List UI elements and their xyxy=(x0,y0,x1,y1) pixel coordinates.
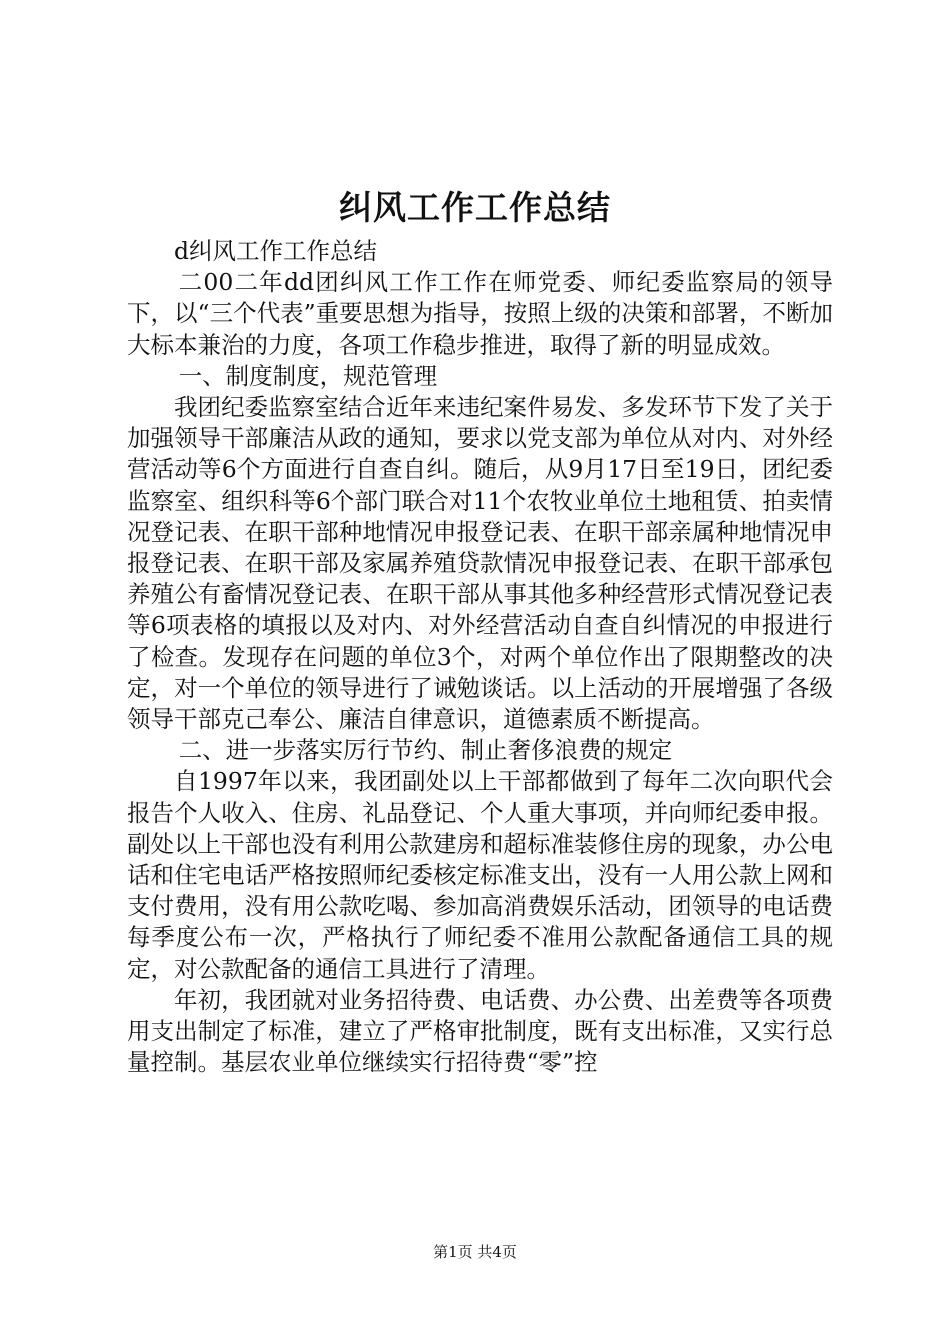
paragraph-intro: 二00二年dd团纠风工作工作在师党委、师纪委监察局的领导下，以“三个代表”重要思想为指导，按照上级的决策和部署，不断加大标本兼治的力度，各项工作稳步推进，取得了新的明显成效。 xyxy=(127,268,833,359)
paragraph-section-1: 我团纪委监察室结合近年来违纪案件易发、多发环节下发了关于加强领导干部廉洁从政的通知，要求以党支部为单位从对内、对外经营活动等6个方面进行自查自纠。随后，从9月17日至19日，团纪委监察室、组织科等6个部门联合对11个农牧业单位土地租赁、拍卖情况登记表、在职干部种地情况申报登记表、在职干部亲属种地情况申报登记表、在职干部及家属养殖贷款情况申报登记表、在职干部承包养殖公有畜情况登记表、在职干部从事其他多种经营形式情况登记表等6项表格的填报以及对内、对外经营活动自查自纠情况的申报进行了检查。发现存在问题的单位3个，对两个单位作出了限期整改的决定，对一个单位的领导进行了诫勉谈话。以上活动的开展增强了各级领导干部克己奉公、廉洁自律意识，道德素质不断提高。 xyxy=(127,393,833,734)
paragraph-heading-line: d纠风工作工作总结 xyxy=(174,237,378,265)
section-heading-1: 一、制度制度，规范管理 xyxy=(178,361,438,390)
page-footer: 第1页 共4页 xyxy=(433,1243,517,1261)
paragraph-section-2b: 年初，我团就对业务招待费、电话费、办公费、出差费等各项费用支出制定了标准，建立了严格审批制度，既有支出标准，又实行总量控制。基层农业单位继续实行招待费“零”控 xyxy=(127,985,833,1077)
paragraph-section-2a: 自1997年以来，我团副处以上干部都做到了每年二次向职代会报告个人收入、住房、礼品登记、个人重大事项，并向师纪委申报。副处以上干部也没有利用公款建房和超标准装修住房的现象，办公电话和住宅电话严格按照师纪委核定标准支出，没有一人用公款上网和支付费用，没有用公款吃喝、参加高消费娱乐活动，团领导的电话费每季度公布一次，严格执行了师纪委不准用公款配备通信工具的规定，对公款配备的通信工具进行了清理。 xyxy=(127,767,833,983)
document-title: 纠风工作工作总结 xyxy=(339,188,611,227)
document-body xyxy=(127,236,833,1078)
section-heading-2: 二、进一步落实厉行节约、制止奢侈浪费的规定 xyxy=(178,736,673,765)
